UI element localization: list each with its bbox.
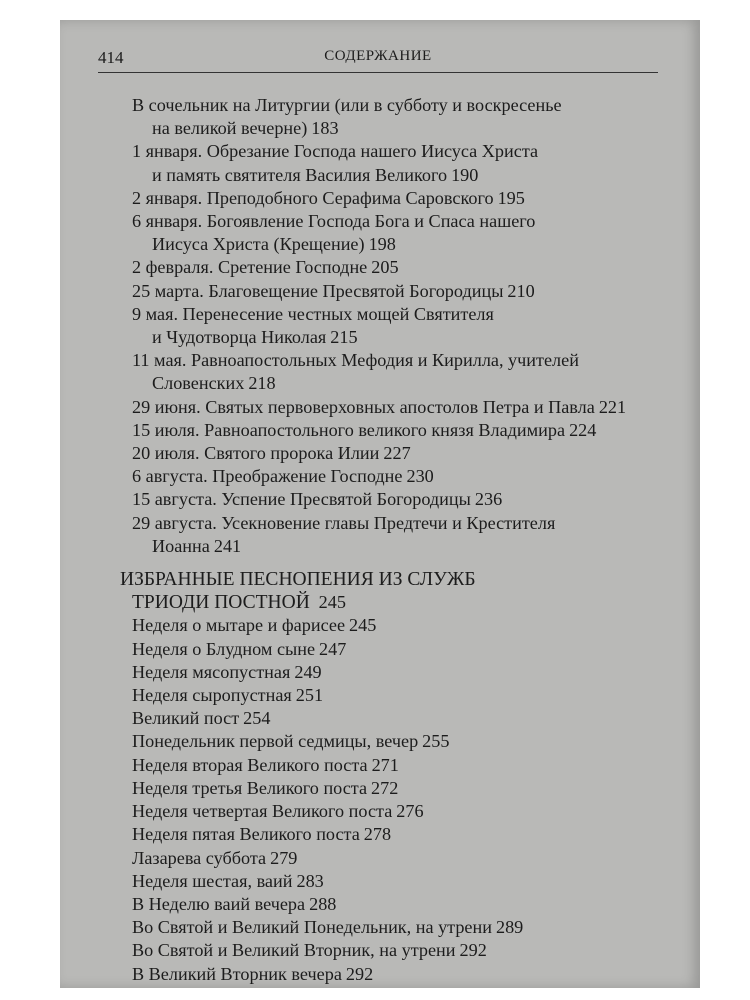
toc-page-number: 236 [474, 489, 503, 510]
toc-line [132, 488, 658, 511]
toc-line [132, 870, 658, 893]
toc-entry [132, 800, 658, 823]
toc-entry [132, 916, 658, 939]
toc-page-number: 210 [507, 280, 535, 301]
toc-page-number: 254 [243, 708, 271, 729]
toc-line [132, 164, 658, 187]
toc-line: 29 августа. Усекновение главы Предтечи и Крестителя [132, 512, 556, 533]
toc-entry-text: Неделя шестая, ваий [132, 870, 293, 891]
toc-page-number: 227 [383, 443, 411, 464]
toc-page-number: 283 [296, 870, 324, 891]
toc-entry-text: 15 июля. Равноапостольного великого князя Владимира [132, 419, 566, 440]
toc-entry [132, 754, 658, 777]
toc-entry [132, 823, 658, 846]
toc-page-number: 224 [569, 419, 597, 440]
toc-entry-text: 6 августа. Преображение Господне [132, 466, 403, 487]
page-header [98, 46, 658, 73]
toc-page-number: 276 [396, 801, 424, 822]
toc-entry-text: 15 августа. Успение Пресвятой Богородицы [132, 489, 471, 510]
book-page [60, 20, 700, 988]
toc-entry [132, 419, 658, 442]
toc-page-number: 183 [311, 118, 339, 139]
toc-line: 6 января. Богоявление Господа Бога и Спаса нашего [132, 211, 536, 232]
toc-entry-text: 25 марта. Благовещение Пресвятой Богородицы [132, 280, 504, 301]
toc-line [132, 847, 658, 870]
toc-line [132, 754, 658, 777]
toc-page-number: 245 [349, 615, 377, 636]
toc-line [132, 187, 658, 210]
toc-entry-text: Неделя четвертая Великого поста [132, 801, 393, 822]
toc-page-number: 292 [459, 940, 487, 961]
toc-line [132, 730, 658, 753]
toc-page-number: 247 [319, 638, 347, 659]
toc-entry-text: Неделя о Блудном сыне [132, 638, 316, 659]
toc-entry-text: Во Святой и Великий Понедельник, на утрени [132, 917, 492, 938]
toc-entry-text: Неделя пятая Великого поста [132, 824, 360, 845]
toc-entry [132, 512, 658, 558]
toc-page-number: 249 [294, 661, 322, 682]
section-entries [132, 614, 658, 985]
toc-entry [132, 349, 658, 395]
toc-entry [132, 707, 658, 730]
toc-page-number: 221 [598, 396, 627, 417]
toc-entries [132, 94, 658, 558]
toc-line [132, 280, 658, 303]
toc-line [132, 372, 658, 395]
toc-line [132, 893, 658, 916]
toc-entry-text: Словенских [152, 373, 245, 394]
toc-page-number: 241 [213, 535, 242, 556]
toc-entry [132, 847, 658, 870]
toc-entry [132, 730, 658, 753]
toc-line [132, 916, 658, 939]
toc-page-number: 279 [270, 847, 298, 868]
section-title-line-2 [120, 591, 658, 614]
toc-line: В сочельник на Литургии (или в субботу и воскресенье [132, 95, 562, 115]
toc-page-number: 195 [497, 187, 525, 208]
toc-page-number: 292 [345, 963, 374, 984]
toc-page-number: 190 [451, 164, 479, 185]
toc-entry-text: Понедельник первой седмицы, вечер [132, 731, 419, 752]
section-title-line-1: ИЗБРАННЫЕ ПЕСНОПЕНИЯ ИЗ СЛУЖБ [120, 569, 476, 591]
toc-line [132, 419, 658, 442]
toc-page-number: 289 [495, 917, 524, 938]
toc-line [132, 939, 658, 962]
toc-entry-text: Неделя третья Великого поста [132, 777, 368, 798]
toc-page-number: 271 [371, 754, 399, 775]
toc-page-number: 255 [422, 731, 450, 752]
toc-entry-text: и Чудотворца Николая [152, 327, 327, 348]
toc-entry [132, 488, 658, 511]
toc-entry [132, 777, 658, 800]
toc-entry [132, 442, 658, 465]
toc-line [132, 326, 658, 349]
toc-page-number: 230 [406, 466, 434, 487]
toc-entry [132, 465, 658, 488]
toc-entry [132, 963, 658, 986]
toc-entry [132, 396, 658, 419]
toc-line [132, 777, 658, 800]
page-number: 414 [98, 48, 124, 67]
toc-page-number: 205 [371, 257, 399, 278]
toc-line [132, 117, 658, 140]
toc-entry [132, 893, 658, 916]
toc-entry-text: В Великий Вторник вечера [132, 963, 342, 984]
toc-entry [132, 684, 658, 707]
toc-line [132, 256, 658, 279]
toc-line [132, 396, 658, 419]
toc-line [132, 233, 658, 256]
toc-entry-text: Иисуса Христа (Крещение) [152, 234, 365, 255]
toc-entry [132, 256, 658, 279]
toc-line: 11 мая. Равноапостольных Мефодия и Кирилла, учителей [132, 350, 579, 371]
toc-entry [132, 661, 658, 684]
toc-line [132, 465, 658, 488]
toc-entry-text: 2 января. Преподобного Серафима Саровского [132, 187, 494, 208]
toc-line [132, 638, 658, 661]
toc-line: 1 января. Обрезание Господа нашего Иисуса Христа [132, 141, 539, 162]
toc-page-number: 251 [295, 685, 324, 706]
toc-page-number: 218 [248, 373, 276, 394]
toc-line [132, 661, 658, 684]
toc-entry-text: Неделя вторая Великого поста [132, 754, 368, 775]
running-title: СОДЕРЖАНИЕ [324, 48, 432, 64]
toc-entry [132, 638, 658, 661]
toc-entry-text: Неделя сыропустная [132, 685, 292, 706]
toc-entry [132, 614, 658, 637]
toc-page-number: 288 [309, 893, 337, 914]
toc-entry [132, 140, 658, 186]
toc-entry [132, 94, 658, 140]
toc-entry-text: Неделя о мытаре и фарисее [132, 615, 346, 636]
toc-entry-text: Иоанна [152, 535, 210, 556]
toc-page-number: 198 [368, 234, 396, 255]
toc-line [132, 800, 658, 823]
toc-entry-text: 29 июня. Святых первоверховных апостолов Петра и Павла [132, 396, 595, 417]
toc-line [132, 614, 658, 637]
table-of-contents [120, 94, 658, 986]
toc-line [132, 707, 658, 730]
toc-entry-text: Великий пост [132, 708, 240, 729]
toc-page-number: 215 [330, 327, 358, 348]
section-title-text: ТРИОДИ ПОСТНОЙ [132, 592, 310, 614]
toc-entry-text: 2 февраля. Сретение Господне [132, 257, 368, 278]
toc-entry [132, 870, 658, 893]
toc-page-number: 272 [371, 777, 399, 798]
toc-entry [132, 187, 658, 210]
toc-entry-text: Лазарева суббота [132, 847, 267, 868]
toc-line: 9 мая. Перенесение честных мощей Святителя [132, 303, 494, 324]
toc-entry-text: Во Святой и Великий Вторник, на утрени [132, 940, 456, 961]
toc-entry-text: на великой вечерне) [152, 118, 308, 139]
section-title [120, 568, 658, 614]
toc-entry [132, 939, 658, 962]
toc-entry-text: В Неделю ваий вечера [132, 893, 306, 914]
toc-line [132, 963, 658, 986]
toc-entry [132, 303, 658, 349]
toc-entry [132, 210, 658, 256]
toc-line [132, 684, 658, 707]
toc-line [132, 535, 658, 558]
toc-entry-text: и память святителя Василия Великого [152, 164, 448, 185]
section-page: 245 [318, 592, 346, 613]
toc-line [132, 823, 658, 846]
toc-entry-text: Неделя мясопустная [132, 661, 291, 682]
toc-line [132, 442, 658, 465]
toc-entry [132, 280, 658, 303]
toc-entry-text: 20 июля. Святого пророка Илии [132, 443, 380, 464]
toc-page-number: 278 [363, 824, 392, 845]
